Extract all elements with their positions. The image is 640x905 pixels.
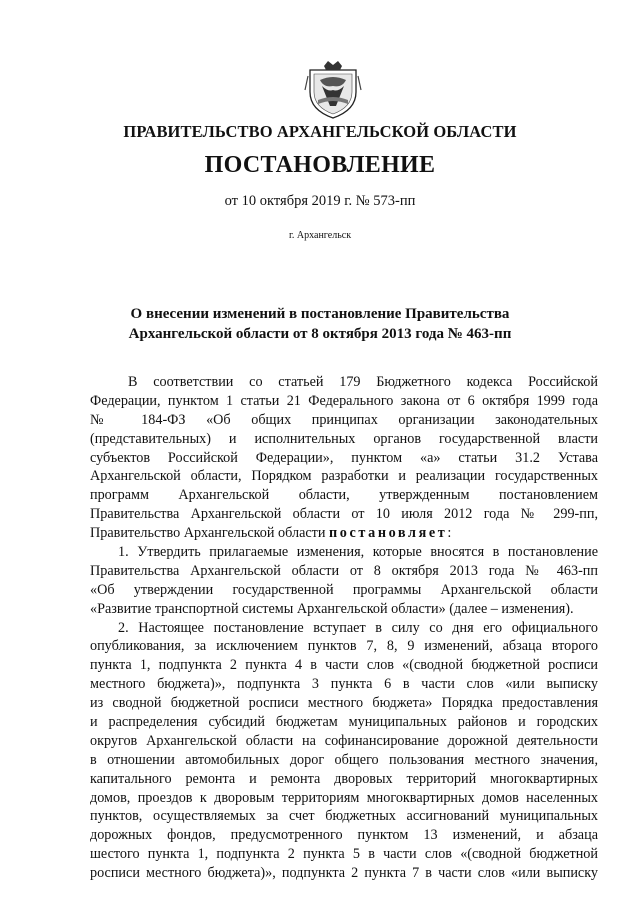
coat-of-arms-emblem	[302, 60, 364, 120]
body-line: росписи местного бюджета)», подпункта 2 пункта 7 в части слов «или выписку	[90, 865, 598, 882]
colon: :	[447, 525, 452, 542]
body-line: домов, проездов к дворовым территориям многоквартирных домов населенных	[90, 789, 598, 806]
document-type: ПОСТАНОВЛЕНИЕ	[204, 152, 436, 178]
body-line: программ Архангельской области, утвержденным постановлением	[90, 487, 598, 504]
title-line-2: Архангельской области от 8 октября 2013 года № 463-пп	[128, 326, 512, 342]
body-line: Правительства Архангельской области от 10 июля 2012 года № 299-пп,	[90, 506, 598, 523]
body-line: субъектов Российской Федерации», пунктом «а» статьи 31.2 Устава	[90, 449, 598, 466]
body-line: Правительства Архангельской области от 8 октября 2013 года № 463-пп	[90, 562, 598, 579]
body-line: из сводной бюджетной росписи местного бюджета» Порядка предоставления	[90, 695, 598, 712]
body-line: (представительных) и исполнительных органов государственной власти	[90, 430, 598, 447]
date-number: от 10 октября 2019 г. № 573-пп	[224, 193, 416, 209]
body-line: пункта 1, подпункта 2 пункта 4 в части слов «(сводной бюджетной росписи	[90, 657, 598, 674]
body-text: Правительство Архангельской области	[90, 525, 330, 542]
resolves-keyword: постановляет	[329, 525, 448, 542]
body-line: В соответствии со статьей 179 Бюджетного кодекса Российской	[128, 374, 598, 390]
body-line: местного бюджета)», подпункта 3 пункта 6 в части слов «или выписку	[90, 676, 598, 693]
body-line: Федерации, пунктом 1 статьи 21 Федерального закона от 6 октября 1999 года	[90, 392, 598, 409]
body-line: «Развитие транспортной системы Архангельской области» (далее – изменения).	[90, 600, 574, 617]
organization-name: ПРАВИТЕЛЬСТВО АРХАНГЕЛЬСКОЙ ОБЛАСТИ	[123, 122, 517, 141]
body-line: «Об утверждении государственной программы Архангельской области	[90, 581, 598, 598]
body-line: пунктов, осуществляемых за счет бюджетных ассигнований муниципальных	[90, 808, 598, 825]
body-line: округов Архангельской области на софинансирование дорожной деятельности	[90, 732, 598, 749]
body-line: и распределения субсидий бюджетам муниципальных районов и городских	[90, 714, 598, 731]
body-line: шестого пункта 1, подпункта 2 пункта 5 в части слов «(сводной бюджетной	[90, 846, 598, 863]
body-line: 2. Настоящее постановление вступает в силу со дня его официального	[118, 619, 598, 636]
body-line	[90, 524, 598, 543]
document-body	[90, 373, 598, 883]
body-line: в отношении автомобильных дорог общего пользования местного значения,	[90, 751, 598, 768]
body-line: Архангельской области, Порядком разработки и реализации государственных	[90, 468, 598, 485]
document-title	[0, 304, 640, 344]
body-line: капитального ремонта и ремонта дворовых территорий многоквартирных	[90, 770, 598, 787]
city: г. Архангельск	[288, 230, 352, 241]
body-line: опубликования, за исключением пунктов 7, 8, 9 изменений, абзаца второго	[90, 638, 598, 655]
body-line: № 184-ФЗ «Об общих принципах организации законодательных	[90, 411, 598, 428]
title-line-1: О внесении изменений в постановление Правительства	[130, 306, 510, 322]
body-line: 1. Утвердить прилагаемые изменения, которые вносятся в постановление	[118, 544, 598, 561]
body-line: дорожных фондов, предусмотренного пунктом 13 изменений, и абзаца	[90, 827, 598, 844]
